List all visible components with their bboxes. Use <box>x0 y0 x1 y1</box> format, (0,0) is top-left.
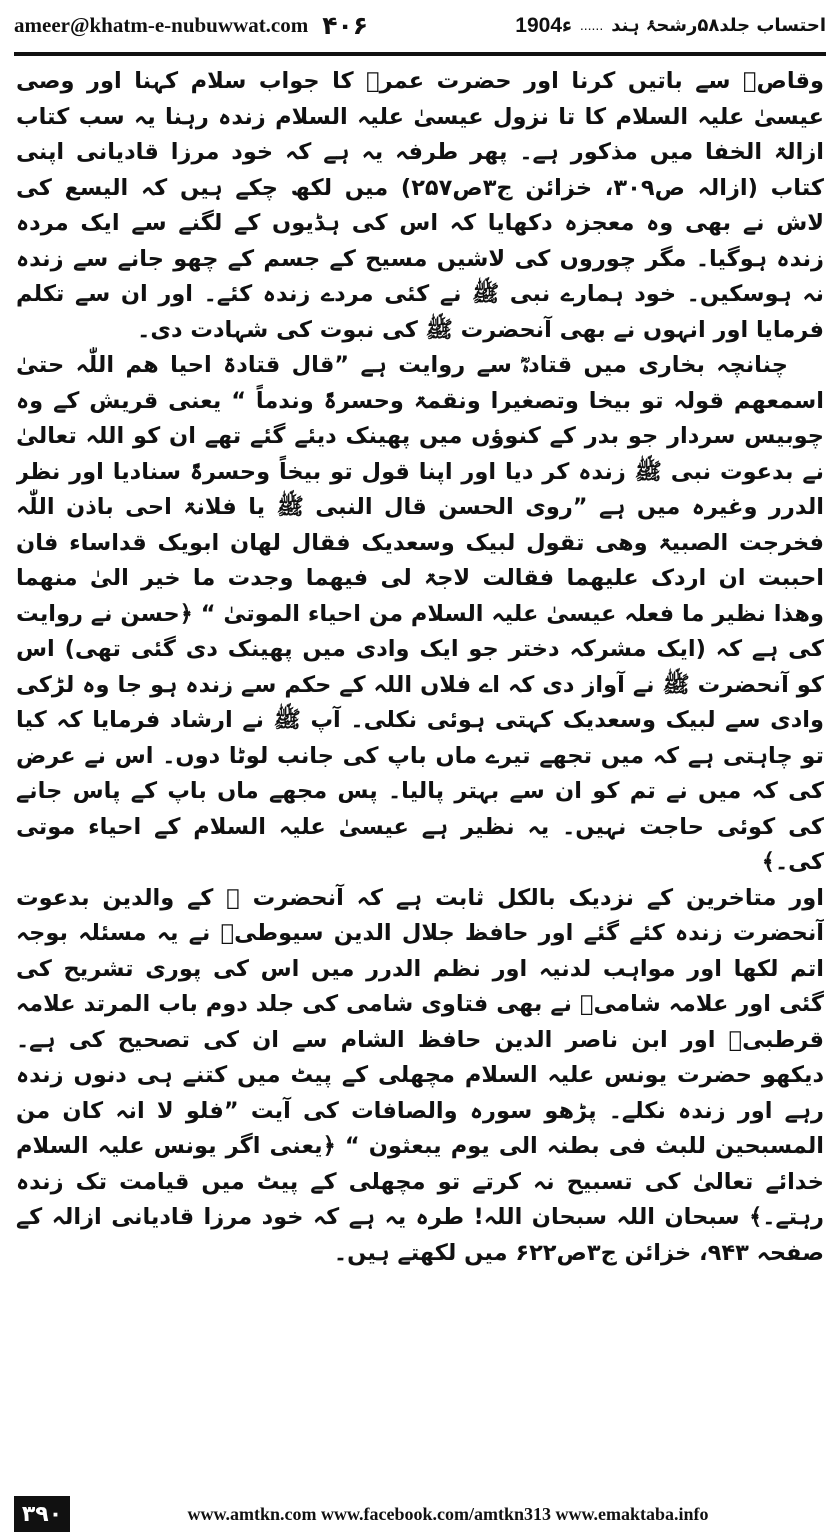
page-footer <box>14 1494 826 1534</box>
header-email[interactable]: ameer@khatm-e-nubuwwat.com <box>14 12 309 37</box>
header-right <box>515 13 826 38</box>
paragraph-2: چنانچہ بخاری میں قتادہؓ سے روایت ہے ”قال قتادۃ احیا ھم اللّٰہ حتیٰ اسمعھم قولہ تو بیخا وتصغیرا ونقمۃ وحسرۃً وندماً “ یعنی قریش کے وہ چوبیس سردار جو بدر کے کنوؤں میں پھینک دیئے گئے تھے ان کو اللہ تعالیٰ نے بدعوت نبی ﷺ زندہ کر دیا اور اپنا قول تو بیخاً وحسرۃً سنادیا اور نظر الدرر وغیرہ میں ہے ”روی الحسن قال النبی ﷺ یا فلانۃ احی باذن اللّٰہ فخرجت الصبیۃ وھی تقول لبیک وسعدیک فقال لھان ابویک قداساء فان احببت ان اردک علیھما فقالت لاجۃ لی فیھما وجدت ما خیر الیٰ منھما وھذا نظیر ما فعلہ عیسیٰ علیہ السلام من احیاء الموتیٰ “ ﴿حسن نے روایت کی ہے کہ (ایک مشرکہ دختر جو ایک وادی میں پھینک دی گئی تھی) اس کو آنحضرت ﷺ نے آواز دی کہ اے فلاں اللہ کے حکم سے زندہ ہو جا وہ لڑکی وادی سے لبیک وسعدیک کہتی ہوئی نکلی۔ آپ ﷺ نے ارشاد فرمایا کہ کیا تو چاہتی ہے کہ میں تجھے تیرے ماں باپ کی جانب لوٹا دوں۔ اس نے عرض کی کہ میں نے تم کو ان سے بہتر پالیا۔ پس مجھے ماں باپ کے پاس جانے کی کوئی حاجت نہیں۔ یہ نظیر ہے عیسیٰ علیہ السلام کے احیاء موتی کی۔﴾ <box>16 352 824 875</box>
page-body <box>16 64 824 1482</box>
book-title: احتساب جلد۵۸رشحۂ ہند <box>611 14 826 36</box>
header-left <box>14 11 368 40</box>
header-year: 1904ء <box>515 13 572 37</box>
footer-links[interactable]: www.amtkn.com www.facebook.com/amtkn313 www.emaktaba.info <box>187 1503 709 1524</box>
paragraph-3: اور متاخرین کے نزدیک بالکل ثابت ہے کہ آنحضرت ﷺ کے والدین بدعوت آنحضرت زندہ کئے گئے اور حافظ جلال الدین سیوطیؒ نے یہ مسئلہ بوجہ اتم لکھا اور مواہب لدنیہ اور نظم الدرر میں اس کی پوری تشریح کی گئی اور علامہ شامیؒ نے بھی فتاوی شامی کی جلد دوم باب المرتد علامہ قرطبیؒ اور ابن ناصر الدین حافظ الشام سے ان کی تصحیح کی ہے۔ دیکھو حضرت یونس علیہ السلام مچھلی کے پیٹ میں کتنے ہی دنوں زندہ رہے اور زندہ نکلے۔ پڑھو سورہ والصافات کی آیت ”فلو لا انہ کان من المسبحین للبث فی بطنہ الی یوم یبعثون “ ﴿یعنی اگر یونس علیہ السلام خدائے تعالیٰ کی تسبیح نہ کرتے تو مچھلی کے پیٹ میں قیامت تک زندہ رہتے۔﴾ سبحان اللہ سبحان اللہ! طرہ یہ ہے کہ خود مرزا قادیانی ازالہ کے صفحہ ۹۴۳، خزائن ج۳ص۶۲۲ میں لکھتے ہیں۔ <box>16 884 824 1266</box>
paragraph-1: وقاصؓ سے باتیں کرنا اور حضرت عمرؓ کا جواب سلام کہنا اور وصی عیسیٰ علیہ السلام کا تا نزول عیسیٰ علیہ السلام زندہ رہنا یہ سب کتاب ازالۃ الخفا میں مذکور ہے۔ پھر طرفہ یہ ہے کہ خود مرزا قادیانی اپنی کتاب (ازالہ ص۳۰۹، خزائن ج۳ص۲۵۷) میں لکھ چکے ہیں کہ الیسع کی لاش نے بھی وہ معجزہ دکھایا کہ اس کی ہڈیوں کے لگنے سے ایک مردہ زندہ ہوگیا۔ مگر چوروں کی لاشیں مسیح کے جسم کے چھو جانے سے زندہ نہ ہوسکیں۔ خود ہمارے نبی ﷺ نے کئی مردے زندہ کئے۔ اور ان سے تکلم فرمایا اور انہوں نے بھی آنحضرت ﷺ کی نبوت کی شہادت دی۔ <box>16 68 824 343</box>
header-divider <box>14 52 826 56</box>
footer-page-number: ۳۹۰ <box>14 1496 70 1532</box>
page-header <box>14 0 826 50</box>
header-dots: ...... <box>579 17 604 33</box>
original-page-number: ۴۰۶ <box>322 10 369 40</box>
